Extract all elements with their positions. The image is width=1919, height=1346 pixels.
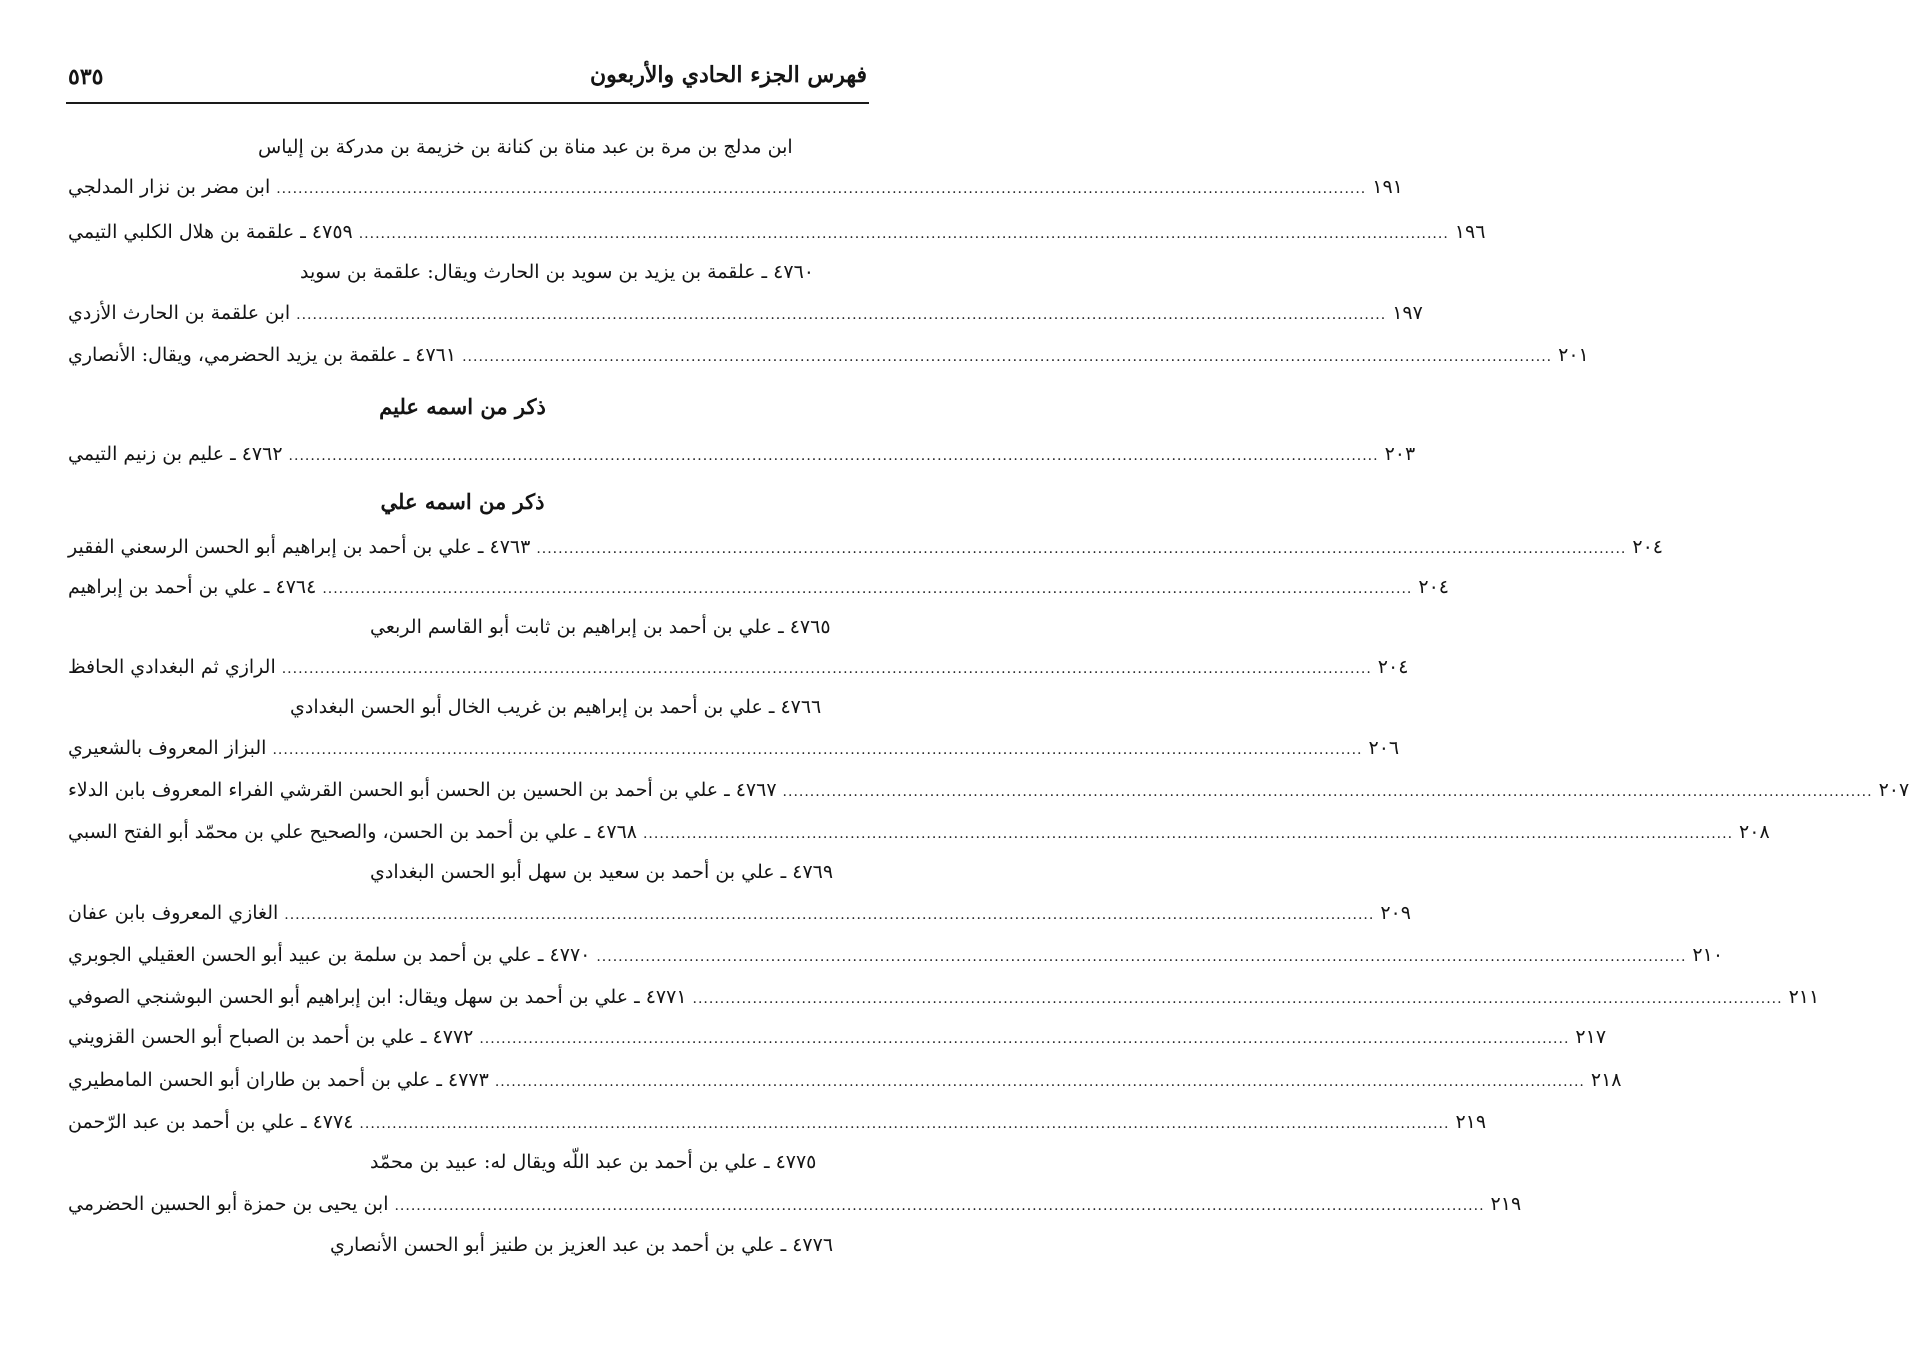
leader-dots: ........................................................................................................................................................................................................ [596,949,1687,965]
entry-text: الغازي المعروف بابن عفان [68,902,279,924]
index-entry [68,1063,1622,1097]
index-entry [68,1187,1522,1221]
index-entry [68,437,1416,471]
entry-page-number: ٢٠٧ [1878,779,1910,801]
leader-dots: ........................................................................................................................................................................................................ [281,661,1372,677]
leader-dots: ........................................................................................................................................................................................................ [276,181,1367,197]
running-header-title: فهرس الجزء الحادي والأربعون [589,62,867,88]
entry-text: ابن مدلج بن مرة بن عبد مناة بن كنانة بن خزيمة بن مدركة بن إلياس [258,136,793,158]
entry-text: ٤٧٦٣ ـ علي بن أحمد بن إبراهيم أبو الحسن الرسعني الفقير [68,536,531,558]
entry-text: ٤٧٦١ ـ علقمة بن يزيد الحضرمي، ويقال: الأنصاري [68,344,457,366]
entry-text: ٤٧٧٣ ـ علي بن أحمد بن طاران أبو الحسن المامطيري [68,1069,489,1091]
index-entry [68,296,1423,330]
index-entry [300,255,865,289]
index-entry [68,215,1486,249]
index-entry [290,690,865,724]
index-entry [68,1020,1607,1054]
index-entry [68,650,1409,684]
index-entry [68,570,1449,604]
entry-text: ابن مضر بن نزار المدلجي [68,176,271,198]
entry-page-number: ٢١٠ [1692,944,1724,966]
leader-dots: ........................................................................................................................................................................................................ [272,742,1363,758]
index-entry [68,1105,1487,1139]
index-entry [68,530,1663,564]
index-entry [370,1145,865,1179]
index-entry [370,610,865,644]
entry-text: ٤٧٧١ ـ علي بن أحمد بن سهل ويقال: ابن إبراهيم أبو الحسن البوشنجي الصوفي [68,986,687,1008]
entry-text: ٤٧٦٩ ـ علي بن أحمد بن سعيد بن سهل أبو الحسن البغدادي [370,861,834,883]
entry-page-number: ٢٠٩ [1380,902,1411,924]
index-entry [68,338,1589,372]
entry-text: ٤٧٦٧ ـ علي بن أحمد بن الحسين بن الحسن أبو الحسن القرشي الفراء المعروف بابن الدلاء [68,779,777,801]
index-entry [68,773,1910,807]
leader-dots: ........................................................................................................................................................................................................ [642,826,1734,842]
leader-dots: ........................................................................................................................................................................................................ [479,1031,1570,1047]
leader-dots: ........................................................................................................................................................................................................ [284,907,1375,923]
entry-page-number: ٢٠٤ [1377,656,1409,678]
leader-dots: ........................................................................................................................................................................................................ [536,541,1627,557]
page-number: ٥٣٥ [68,64,104,90]
index-entry [68,980,1820,1014]
entry-text: ٤٧٦٥ ـ علي بن أحمد بن إبراهيم بن ثابت أبو القاسم الربعي [370,616,831,638]
entry-page-number: ١٩٧ [1392,302,1423,324]
entry-text: ٤٧٦٦ ـ علي بن أحمد بن إبراهيم بن غريب الخال أبو الحسن البغدادي [290,696,822,718]
entry-page-number: ٢١١ [1788,986,1820,1008]
entry-page-number: ٢١٩ [1455,1111,1487,1133]
entry-text: ٤٧٦٢ ـ عليم بن زنيم التيمي [68,443,283,465]
index-entry [68,731,1400,765]
leader-dots: ........................................................................................................................................................................................................ [692,991,1783,1007]
entry-text: الرازي ثم البغدادي الحافظ [68,656,276,678]
entry-text: البزاز المعروف بالشعيري [68,737,267,759]
leader-dots: ........................................................................................................................................................................................................ [359,1116,1450,1132]
entry-text: ابن يحيى بن حمزة أبو الحسين الحضرمي [68,1193,389,1215]
index-entry [68,815,1770,849]
leader-dots: ........................................................................................................................................................................................................ [394,1198,1485,1214]
entry-text: ٤٧٦٨ ـ علي بن أحمد بن الحسن، والصحيح علي بن محمّد أبو الفتح السبي [68,821,637,843]
entry-text: ٤٧٧٦ ـ علي بن أحمد بن عبد العزيز بن طنيز أبو الحسن الأنصاري [330,1234,834,1256]
leader-dots: ........................................................................................................................................................................................................ [296,307,1387,323]
entry-text: ٤٧٧٤ ـ علي بن أحمد بن عبد الرّحمن [68,1111,354,1133]
entry-text: ٤٧٦٠ ـ علقمة بن يزيد بن سويد بن الحارث ويقال: علقمة بن سويد [300,261,814,283]
entry-text: ٤٧٧٢ ـ علي بن أحمد بن الصباح أبو الحسن القزويني [68,1026,474,1048]
entry-page-number: ١٩١ [1372,176,1403,198]
index-entry [68,896,1411,930]
entry-page-number: ٢٠٨ [1739,821,1770,843]
entry-text: ٤٧٧٠ ـ علي بن أحمد بن سلمة بن عبيد أبو الحسن العقيلي الجوبري [68,944,591,966]
index-entry [68,938,1724,972]
entry-page-number: ٢٠٤ [1632,536,1663,558]
entry-page-number: ١٩٦ [1454,221,1486,243]
entry-page-number: ٢٠١ [1558,344,1589,366]
index-entry [330,1228,865,1262]
leader-dots: ........................................................................................................................................................................................................ [358,226,1449,242]
entry-page-number: ٢٠٣ [1384,443,1416,465]
entry-page-number: ٢١٨ [1590,1069,1622,1091]
entry-page-number: ٢٠٤ [1418,576,1449,598]
leader-dots: ........................................................................................................................................................................................................ [322,581,1413,597]
entry-page-number: ٢١٩ [1490,1193,1522,1215]
leader-dots: ........................................................................................................................................................................................................ [782,784,1873,800]
section-heading: ذكر من اسمه علي [380,489,545,514]
entry-page-number: ٢١٧ [1575,1026,1607,1048]
entry-text: ٤٧٧٥ ـ علي بن أحمد بن عبد اللّه ويقال له: عبيد بن محمّد [370,1151,817,1173]
index-entry [370,855,865,889]
entry-text: ابن علقمة بن الحارث الأزدي [68,302,291,324]
index-entry [68,170,1403,204]
leader-dots: ........................................................................................................................................................................................................ [494,1074,1585,1090]
entry-text: ٤٧٥٩ ـ علقمة بن هلال الكلبي التيمي [68,221,353,243]
entry-page-number: ٢٠٦ [1368,737,1400,759]
leader-dots: ........................................................................................................................................................................................................ [288,448,1379,464]
section-heading: ذكر من اسمه عليم [379,394,546,419]
entry-text: ٤٧٦٤ ـ علي بن أحمد بن إبراهيم [68,576,317,598]
index-entry [258,130,810,164]
leader-dots: ........................................................................................................................................................................................................ [462,349,1553,365]
